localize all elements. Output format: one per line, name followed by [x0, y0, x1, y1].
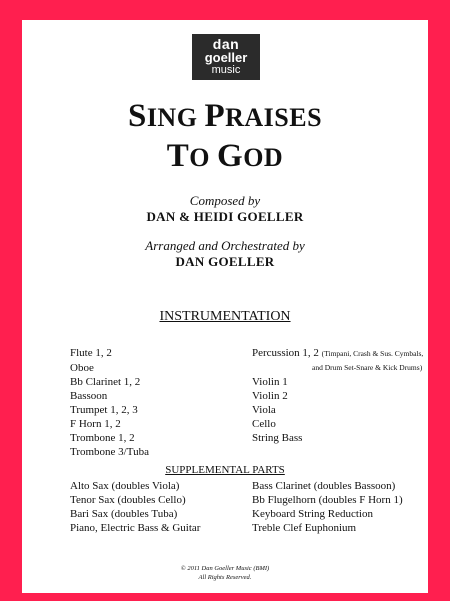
copyright-line-1: © 2011 Dan Goeller Music (BMI)	[180, 565, 270, 572]
list-item: Trombone 1, 2	[70, 432, 135, 444]
title-letter: G	[217, 138, 244, 174]
title-letter: S	[127, 98, 147, 134]
title-letters: ING	[146, 103, 205, 132]
supplemental-right	[252, 479, 403, 535]
logo-line-3: music	[211, 64, 241, 76]
title-line-2	[22, 138, 428, 175]
list-item: Alto Sax (doubles Viola)	[70, 480, 180, 492]
title-letters: O	[189, 143, 218, 172]
title-letters: OD	[243, 143, 284, 172]
sheet-music-cover	[22, 20, 428, 593]
supplemental-heading	[22, 464, 428, 476]
list-item: Bari Sax (doubles Tuba)	[70, 508, 178, 520]
title-letter: P	[204, 98, 226, 134]
composed-by-label: Composed by	[189, 193, 261, 208]
instrumentation-heading	[22, 309, 428, 325]
list-item: F Horn 1, 2	[70, 418, 121, 430]
title-letters: RAISES	[225, 103, 323, 132]
logo-line-1: dan	[212, 36, 240, 52]
list-item: Treble Clef Euphonium	[252, 522, 357, 534]
list-item: String Bass	[252, 432, 303, 444]
list-item: Bass Clarinet (doubles Bassoon)	[252, 480, 396, 492]
supplemental-heading-text: SUPPLEMENTAL PARTS	[165, 464, 285, 476]
arranged-by-label: Arranged and Orchestrated by	[145, 238, 305, 253]
title-letter: T	[166, 138, 190, 174]
instruments-right	[252, 346, 423, 445]
list-item: Bb Clarinet 1, 2	[70, 376, 141, 388]
title-line-1	[22, 98, 428, 135]
list-item: Viola	[252, 404, 276, 416]
list-item: Cello	[252, 418, 276, 430]
percussion-detail-1: (Timpani, Crash & Sus. Cymbals,	[321, 349, 424, 358]
list-item: Flute 1, 2	[70, 347, 112, 359]
list-item: Oboe	[70, 362, 94, 374]
composers: DAN & HEIDI GOELLER	[146, 209, 304, 224]
list-item: Tenor Sax (doubles Cello)	[70, 494, 186, 506]
percussion-main: Percussion 1, 2	[252, 347, 319, 359]
percussion-detail-2: and Drum Set-Snare & Kick Drums)	[312, 363, 423, 372]
instrumentation-heading-text: INSTRUMENTATION	[159, 309, 291, 324]
percussion-item	[252, 346, 423, 361]
instruments-left	[70, 346, 149, 459]
list-item: Trumpet 1, 2, 3	[70, 404, 138, 416]
list-item: Violin 2	[252, 390, 288, 402]
list-item: Violin 1	[252, 376, 288, 388]
copyright-line-2: All Rights Reserved.	[198, 574, 252, 581]
list-item: Bb Flugelhorn (doubles F Horn 1)	[252, 494, 403, 506]
list-item: Keyboard String Reduction	[252, 508, 373, 520]
copyright	[22, 564, 428, 582]
list-item: Trombone 3/Tuba	[70, 446, 149, 458]
supplemental-left	[70, 479, 200, 535]
list-item: Bassoon	[70, 390, 108, 402]
logo-line-2: goeller	[204, 50, 248, 65]
publisher-logo	[192, 34, 260, 80]
list-item: Piano, Electric Bass & Guitar	[70, 522, 201, 534]
arranger: DAN GOELLER	[175, 254, 275, 269]
